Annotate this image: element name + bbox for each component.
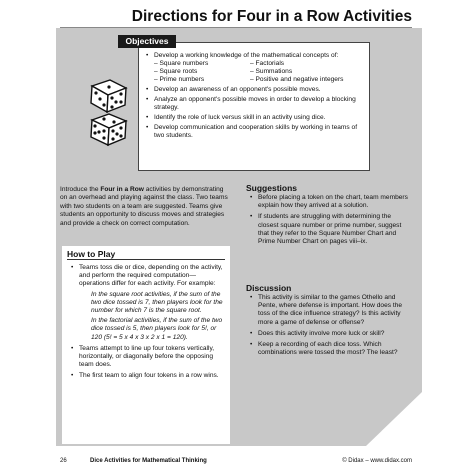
concept-item: – Positive and negative integers (250, 76, 344, 83)
concept-item: – Prime numbers (154, 76, 205, 83)
copyright: © Didax – www.didax.com (342, 458, 412, 464)
how-to-play-heading: How to Play (67, 249, 116, 259)
how-to-play-list (71, 264, 225, 381)
die-top (91, 80, 126, 112)
rule-item: • The first team to align four tokens in a row wins. (71, 372, 225, 380)
intro-paragraph: Introduce the Four in a Row activities by demonstrating on an overhead and playing against the class. Two teams with two students on a team are suggested. Teams give students an opportunity to discuss moves and strategies and provide a check on correct computation. (60, 186, 228, 227)
concept-item: – Summations (250, 68, 293, 75)
discussion-item: • Keep a recording of each dice toss. Which combinations were tossed the most? The least? (250, 341, 408, 357)
concept-item: – Factorials (250, 60, 285, 67)
dice-pair-icon (86, 76, 130, 148)
suggestions-heading: Suggestions (246, 183, 298, 193)
book-title: Dice Activities for Mathematical Thinking (90, 458, 207, 464)
intro-activity-name: Four in a Row (100, 186, 144, 193)
discussion-heading: Discussion (246, 283, 292, 293)
suggestion-item: • If students are struggling with determining the closest square number or prime number, suggest that they refer to the Square Number Chart and Prime Number Chart on pages viii–ix. (250, 213, 408, 246)
objective-item: • Develop a working knowledge of the mathematical concepts of: (146, 52, 366, 60)
objectives-tab: Objectives (118, 35, 176, 48)
objective-item: • Develop an awareness of an opponent's possible moves. (146, 86, 366, 94)
objective-item: • Identify the role of luck versus skill in an activity using dice. (146, 114, 366, 122)
rule-item: • Teams attempt to line up four tokens vertically, horizontally, or diagonally before the opposing team does. (71, 345, 225, 370)
objective-item: • Analyze an opponent's possible moves in order to develop a blocking strategy. (146, 96, 366, 112)
rule-item: • Teams toss die or dice, depending on the activity, and perform the required computation—operations differ for each activity. For example: In the square root activities, if the sum of the two dice tossed is 7, then players look for the number for which 7 is the square root. In the factorial activities, if the sum of the two dice tossed is 5, then players look for 5!, or 120 (5! = 5 x 4 x 3 x 2 x 1 = 120). (71, 264, 225, 342)
example-square-root: In the square root activities, if the sum of the two dice tossed is 7, then players look for the number for which 7 is the square root. (91, 290, 223, 315)
panel-corner-fold (366, 392, 422, 446)
objective-item: • Develop communication and cooperation skills by working in teams of two students. (146, 124, 366, 140)
suggestion-item: • Before placing a token on the chart, team members explain how they arrived at a solution. (250, 194, 408, 210)
concept-list (146, 60, 366, 84)
discussion-item: • This activity is similar to the games Othello and Pente, where defense is important. How does the toss of the dice influence strategy? Is this activity more a game of defense or offense? (250, 294, 408, 327)
discussion-list (250, 294, 408, 357)
title-underline (60, 27, 412, 28)
page-title: Directions for Four in a Row Activities (131, 8, 412, 25)
objectives-list (146, 52, 366, 140)
discussion-item: • Does this activity involve more luck or skill? (250, 330, 408, 338)
concept-item: – Square numbers (154, 60, 209, 67)
suggestions-list (250, 194, 408, 246)
page-number: 26 (60, 458, 67, 464)
how-to-play-rule (67, 259, 225, 260)
example-factorial: In the factorial activities, if the sum of the two dice tossed is 5, then players look for 5!, or 120 (5! = 5 x 4 x 3 x 2 x 1 = 120). (91, 317, 223, 341)
concept-item: – Square roots (154, 68, 198, 75)
